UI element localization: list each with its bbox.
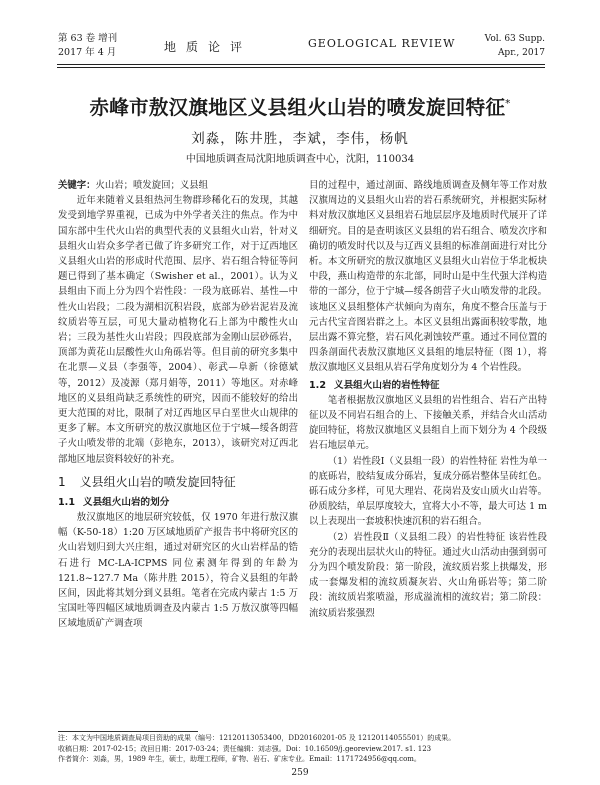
section-title: 义县组火山岩的划分 <box>83 496 170 508</box>
section-heading-1-1 <box>58 495 298 510</box>
right-column <box>309 178 547 621</box>
header-volume-info <box>58 32 117 60</box>
header-vol-supp: Vol. 63 Supp. <box>484 34 545 44</box>
body-paragraph: 笔者根据敖汉旗地区义县组的岩性组合、岩石产出特征以及不同岩石组合的上、下接触关系，并结合火山活动旋回特征，将敖汉旗地区义县组自上而下划分为 4 个段级岩石地层单元。 <box>309 394 547 452</box>
body-paragraph: （2）岩性段Ⅱ（义县组二段）的岩性特征 该岩性段充分的表现出层状火山的特征。通过火山活动由强到弱可分为四个喷发阶段：第一阶段，流纹质岩浆上拱爆发，形成一套爆发相的流纹质凝灰岩、火山角砾岩等；第二阶段：流纹质岩浆喷溢，形成溢流相的流纹岩；第二阶段：流纹质岩浆强烈 <box>309 531 547 619</box>
section-heading-1 <box>58 473 298 491</box>
header-rule-thin <box>57 67 545 68</box>
header-journal-en: GEOLOGICAL REVIEW <box>308 37 456 50</box>
section-title: 义县组火山岩的喷发旋回特征 <box>79 474 236 489</box>
left-column <box>58 178 298 632</box>
keywords-text: 火山岩；喷发旋回；义县组 <box>95 180 209 191</box>
footnote-author: 作者简介：刘淼，男，1989 年生，硕士，助理工程师，矿物、岩石、矿床专业。Email：1171724956@qq.com。 <box>58 755 421 763</box>
page-number: 259 <box>291 768 309 778</box>
header-volume-issue: 第 63 卷 增刊 <box>58 33 118 44</box>
body-paragraph: 敖汉旗地区的地层研究较低，仅 1970 年进行敖汉旗幅（K-50-18）1:20 万区域地质矿产报告书中将研究区的火山岩划归到大兴庄组，通过对研究区的火山岩样品的锆石进行 MC-LA-ICPMS 同位素测年得到的年龄为 121.8~127.7 Ma（陈井胜 2015），符合义县组的年龄区间，因此将其划分到义县组。笔者在完成内蒙古 1:5 万宝国吐等四幅区域地质调查及内蒙古 1:5 万敖汉旗等四幅区域地质矿产调查项 <box>58 512 298 630</box>
section-number: 1 <box>58 474 66 489</box>
footnote-dates: 收稿日期：2017-02-15；改回日期：2017-03-24；责任编辑：刘志强。Doi：10.16509/j.georeview.2017. s1. 123 <box>58 744 432 753</box>
footnotes <box>58 733 548 765</box>
intro-paragraph: 近年来随着义县组热河生物群珍稀化石的发现，其越发受到地学界重视，已成为中外学者关注的焦点。作为中国东部中生代火山岩的典型代表的义县组火山岩，针对义县组火山岩众多学者已做了许多研究工作，对于辽西地区义县组火山岩的形成时代范围、层序、岩石组合特征等问题已得到了基本确定（Swisher et al.，2001）。认为义县组由下而上分为四个岩性段：一段为底砾岩、基性—中性火山岩段；二段为湖相沉积岩段，底部为砂岩泥岩及流纹质岩等互层，可见大量动植物化石上部为中酸性火山岩；三段为基性火山岩段；四段底部为金刚山层砂砾岩，顶部为黄花山层酸性火山角砾岩等。但目前的研究多集中在北票—义县（李强等，2004）、彰武—阜新（徐德斌等，2012）及凌源（郑月娟等，2011）等地区。对赤峰地区的义县组尚缺乏系统性的研究，因而不能较好的给出更大范围的对比，限制了对辽西地区早白垩世火山规律的更多了解。本文所研究的敖汉旗地区位于宁城—绥各朗营子火山喷发带的北端（彭艳东，2013），该研究对辽西北部地区地层资料较好的补充。 <box>58 195 298 465</box>
header-year-month: 2017 年 4 月 <box>58 47 117 58</box>
paper-authors: 刘淼，陈井胜，李斌，李伟，杨帆 <box>191 131 409 147</box>
section-number: 1.2 <box>309 379 326 391</box>
footnote-funding: 注：本文为中国地质调查局项目资助的成果（编号：12120113053400，DD20160201-05 及 12120114055501）的成果。 <box>58 734 456 742</box>
paper-title-text: 赤峰市敖汉旗地区义县组火山岩的喷发旋回特征 <box>89 96 506 119</box>
section-heading-1-2 <box>309 378 547 393</box>
title-footnote-mark: * <box>505 98 511 110</box>
body-paragraph: （1）岩性段Ⅰ（义县组一段）的岩性特征 岩性为单一的底砾岩，胶结复成分砾岩，复成分砾岩整体呈砖红色。砾石成分多样，可见大理岩、花岗岩及安山质火山岩等。砂质胶结，单层厚度较大，宜将大小不等，最大可达 1 m 以上表现出一套坡积快速沉积的岩石组合。 <box>309 455 547 528</box>
body-paragraph: 目的过程中，通过剖面、路线地质调查及侧年等工作对敖汉旗周边的义县组火山岩的岩石系统研究，并根据实际材料对敖汉旗地区义县组岩石地层层序及地质时代展开了详细研究。目的是查明该区义县组的岩石组合、喷发次序和确切的喷发时代以及与辽西义县组的标准剖面进行对比分析。本文所研究的敖汉旗地区义县组火山岩位于华北板块中段，燕山构造带的东北部，同时山是中生代强大洋构造带的一部分，位于宁城—绥各朗营子火山喷发带的北段。该地区义县组整体产状倾向为南东，角度不整合压盖与于元古代宝音图岩群之上。本区义县组出露面积较零散，地层出露不算完整，岩石风化剥蚀较严重。通过不同位置的四条剖面代表敖汉旗地区义县组的地层特征（图 1），将敖汉旗地区义县组从岩石学角度划分为 4 个岩性段。 <box>309 180 547 374</box>
header-rule <box>57 64 545 65</box>
keywords-label: 关键字： <box>58 180 96 191</box>
section-number: 1.1 <box>58 496 75 508</box>
paper-affiliation: 中国地质调查局沈阳地质调查中心，沈阳，110034 <box>185 154 415 165</box>
keywords <box>58 178 298 193</box>
section-title: 义县组火山岩的岩性特征 <box>334 379 440 391</box>
header-date-en: Apr., 2017 <box>497 48 545 58</box>
paper-title <box>0 92 600 120</box>
footnote-rule <box>58 731 198 732</box>
header-volume-en <box>485 32 545 60</box>
header-journal-cn: 地质论评 <box>164 40 253 54</box>
